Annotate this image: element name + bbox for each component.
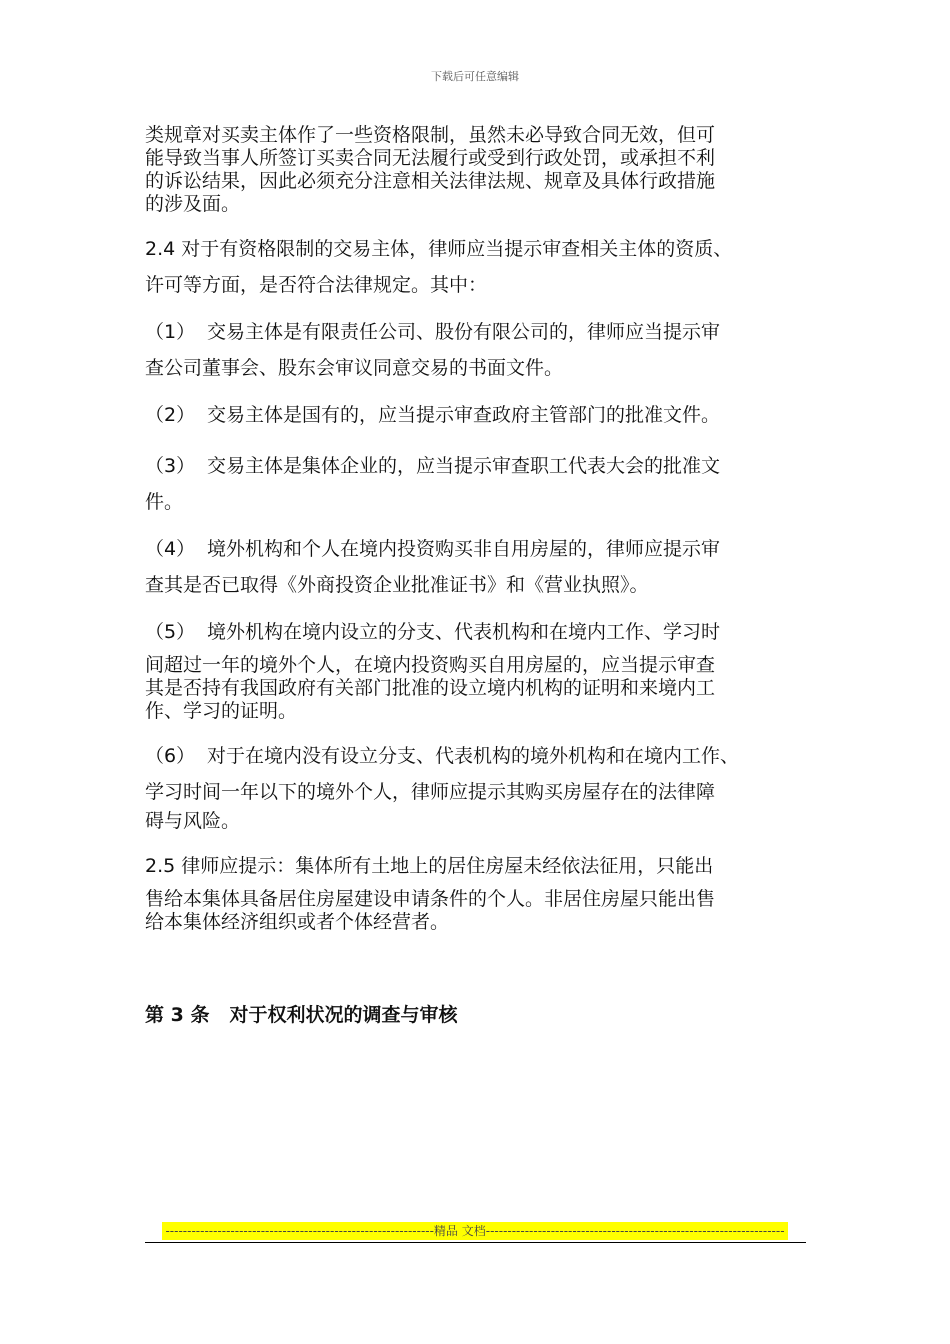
- text-line: 售给本集体具备居住房屋建设申请条件的个人。非居住房屋只能出售: [145, 888, 716, 910]
- text-line: [145, 448, 815, 484]
- text-line: 作、学习的证明。: [145, 700, 298, 722]
- section-number: 第 3 条: [145, 1004, 210, 1026]
- list-marker: （1）: [145, 321, 196, 343]
- text-line: 其是否持有我国政府有关部门批准的设立境内机构的证明和来境内工: [145, 677, 716, 699]
- text-line: 2.5 律师应提示：集体所有土地上的居住房屋未经依法征用，只能出: [145, 855, 714, 877]
- text-line: [145, 397, 815, 433]
- text-line: 间超过一年的境外个人，在境内投资购买自用房屋的，应当提示审查: [145, 654, 716, 676]
- list-text: 境外机构在境内设立的分支、代表机构和在境内工作、学习时: [207, 621, 721, 643]
- text-line: [145, 314, 815, 350]
- list-text: 交易主体是有限责任公司、股份有限公司的，律师应当提示审: [207, 321, 721, 343]
- text-line: 给本集体经济组织或者个体经营者。: [145, 911, 450, 933]
- list-marker: （5）: [145, 621, 196, 643]
- section-heading: [145, 1000, 457, 1027]
- list-text: 对于在境内没有设立分支、代表机构的境外机构和在境内工作、: [207, 745, 740, 767]
- text-line: [145, 614, 815, 650]
- list-marker: （6）: [145, 745, 196, 767]
- text-line: 的涉及面。: [145, 193, 241, 215]
- paragraph-continuation: [145, 124, 815, 216]
- text-line: 碍与风险。: [145, 810, 241, 832]
- text-line: 学习时间一年以下的境外个人，律师应提示其购买房屋存在的法律障: [145, 781, 716, 803]
- text-line: [145, 738, 815, 774]
- paragraph-2-4: [145, 231, 815, 303]
- text-line: 2.4 对于有资格限制的交易主体，律师应当提示审查相关主体的资质、: [145, 238, 733, 260]
- text-line: [145, 531, 815, 567]
- text-line: 查其是否已取得《外商投资企业批准证书》和《营业执照》。: [145, 574, 649, 596]
- list-text: 交易主体是集体企业的，应当提示审查职工代表大会的批准文: [207, 455, 721, 477]
- list-marker: （3）: [145, 455, 196, 477]
- list-text: 境外机构和个人在境内投资购买非自用房屋的，律师应提示审: [207, 538, 721, 560]
- text-line: 类规章对买卖主体作了一些资格限制，虽然未必导致合同无效，但可: [145, 124, 716, 146]
- text-line: 许可等方面，是否符合法律规定。其中：: [145, 274, 488, 296]
- list-item-4: [145, 531, 815, 603]
- text-line: 能导致当事人所签订买卖合同无法履行或受到行政处罚，或承担不利: [145, 147, 716, 169]
- footer-banner: --------------------------------------------------------------精品 文档---------------------------------------------------------------------: [162, 1222, 788, 1240]
- section-title: 对于权利状况的调查与审核: [229, 1004, 458, 1026]
- text-line: 的诉讼结果，因此必须充分注意相关法律法规、规章及具体行政措施: [145, 170, 716, 192]
- text-line: 查公司董事会、股东会审议同意交易的书面文件。: [145, 357, 564, 379]
- list-item-6: [145, 738, 815, 833]
- list-marker: （4）: [145, 538, 196, 560]
- footer-divider: [145, 1242, 806, 1243]
- page-header-note: 下载后可任意编辑: [431, 70, 519, 83]
- document-body: [145, 124, 815, 934]
- list-item-5: [145, 614, 815, 723]
- list-text: 交易主体是国有的，应当提示审查政府主管部门的批准文件。: [207, 404, 721, 426]
- text-line: 件。: [145, 491, 184, 513]
- list-item-3: [145, 448, 815, 520]
- paragraph-2-5: [145, 848, 815, 934]
- list-item-1: [145, 314, 815, 386]
- list-marker: （2）: [145, 404, 196, 426]
- list-item-2: [145, 397, 815, 433]
